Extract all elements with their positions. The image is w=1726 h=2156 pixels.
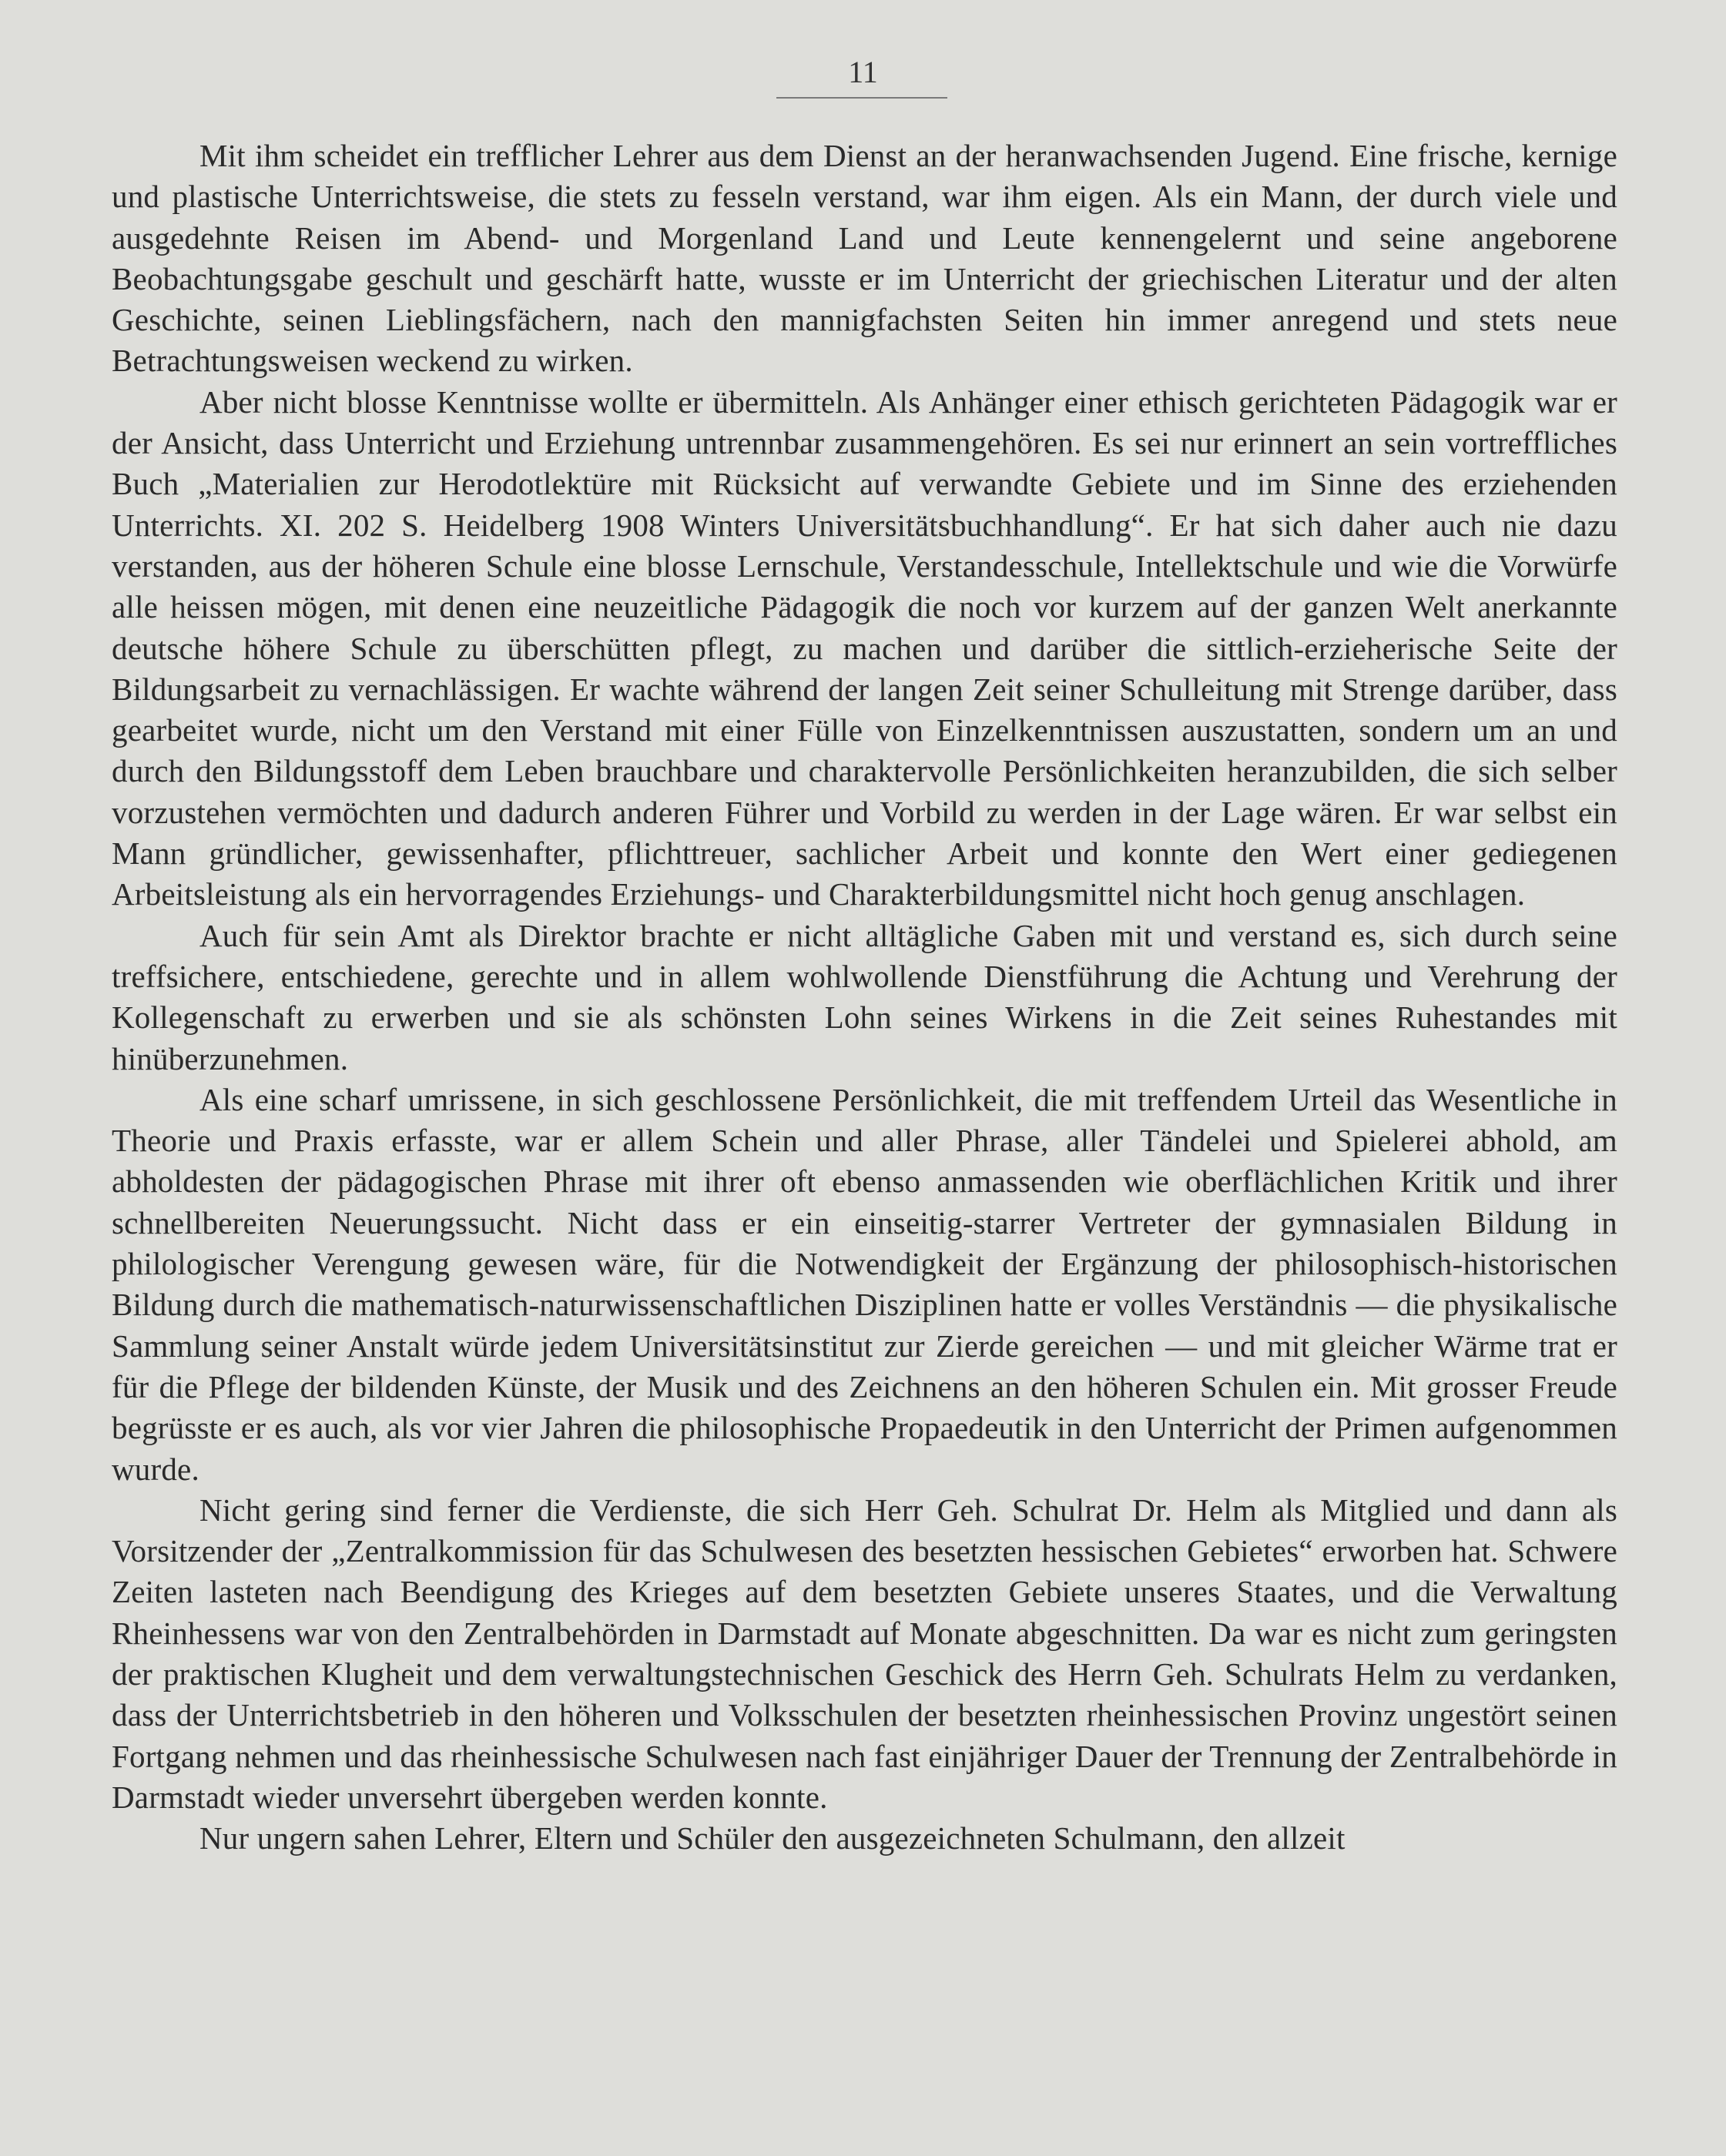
paragraph-2: Aber nicht blosse Kenntnisse wollte er übermitteln. Als Anhänger einer ethisch gerichteten Pädagogik war er der Ansicht, dass Unterricht und Erziehung untrennbar zusammengehören. Es sei nur erinnert an sein vortreffliches Buch „Materialien zur Herodotlektüre mit Rücksicht auf verwandte Gebiete und im Sinne des erziehenden Unterrichts. XI. 202 S. Heidelberg 1908 Winters Universitätsbuchhandlung“. Er hat sich daher auch nie dazu verstanden, aus der höheren Schule eine blosse Lernschule, Verstandesschule, Intellektschule und wie die Vorwürfe alle heissen mögen, mit denen eine neuzeitliche Pädagogik die noch vor kurzem auf der ganzen Welt anerkannte deutsche höhere Schule zu überschütten pflegt, zu machen und darüber die sittlich-erzieherische Seite der Bildungsarbeit zu vernachlässigen. Er wachte während der langen Zeit seiner Schulleitung mit Strenge darüber, dass gearbeitet wurde, nicht um den Verstand mit einer Fülle von Einzelkenntnissen auszustatten, sondern um an und durch den Bildungsstoff dem Leben brauchbare und charaktervolle Persönlichkeiten heranzubilden, die sich selber vorzustehen vermöchten und dadurch anderen Führer und Vorbild zu werden in der Lage wären. Er war selbst ein Mann gründlicher, gewissenhafter, pflichttreuer, sachlicher Arbeit und konnte den Wert einer gediegenen Arbeitsleistung als ein hervorragendes Erziehungs- und Charakterbildungsmittel nicht hoch genug anschlagen. [112, 383, 1617, 912]
paragraph-4: Als eine scharf umrissene, in sich geschlossene Persönlichkeit, die mit treffendem Urteil das Wesentliche in Theorie und Praxis erfasste, war er allem Schein und aller Phrase, aller Tändelei und Spielerei abhold, am abholdesten der pädagogischen Phrase mit ihrer oft ebenso anmassenden wie oberflächlichen Kritik und ihrer schnellbereiten Neuerungssucht. Nicht dass er ein einseitig-starrer Vertreter der gymnasialen Bildung in philologischer Verengung gewesen wäre, für die Notwendigkeit der Ergänzung der philosophisch-historischen Bildung durch die mathematisch-naturwissenschaftlichen Disziplinen hatte er volles Verständnis — die physikalische Sammlung seiner Anstalt würde jedem Universitätsinstitut zur Zierde gereichen — und mit gleicher Wärme trat er für die Pflege der bildenden Künste, der Musik und des Zeichnens an den höheren Schulen ein. Mit grosser Freude begrüsste er es auch, als vor vier Jahren die philosophische Propaedeutik in den Unterricht der Primen aufgenommen wurde. [112, 1081, 1617, 1487]
page-number-rule [776, 97, 947, 99]
page-number: 11 [848, 55, 878, 89]
paragraph-3: Auch für sein Amt als Direktor brachte er nicht alltägliche Gaben mit und verstand es, sich durch seine treffsichere, entschiedene, gerechte und in allem wohlwollende Dienstführung die Achtung und Verehrung der Kollegenschaft zu erwerben und sie als schönsten Lohn seines Wirkens in die Zeit seines Ruhestandes mit hinüberzunehmen. [112, 917, 1617, 1076]
paragraph-1: Mit ihm scheidet ein trefflicher Lehrer aus dem Dienst an der heranwachsenden Jugend. Eine frische, kernige und plastische Unterrichtsweise, die stets zu fesseln verstand, war ihm eigen. Als ein Mann, der durch viele und ausgedehnte Reisen im Abend- und Morgenland Land und Leute kennengelernt und seine angeborene Beobachtungsgabe geschult und geschärft hatte, wusste er im Unterricht der griechischen Literatur und der alten Geschichte, seinen Lieblingsfächern, nach den mannigfachsten Seiten hin immer anregend und stets neue Betrachtungsweisen weckend zu wirken. [112, 138, 1617, 379]
paragraph-6: Nur ungern sahen Lehrer, Eltern und Schüler den ausgezeichneten Schulmann, den allzeit [199, 1820, 1346, 1856]
text-body [112, 136, 1617, 1859]
paragraph-5: Nicht gering sind ferner die Verdienste, die sich Herr Geh. Schulrat Dr. Helm als Mitglied und dann als Vorsitzender der „Zentralkommission für das Schulwesen des besetzten hessischen Gebietes“ erworben hat. Schwere Zeiten lasteten nach Beendigung des Krieges auf dem besetzten Gebiete unseres Staates, und die Verwaltung Rheinhessens war von den Zentralbehörden in Darmstadt auf Monate abgeschnitten. Da war es nicht zum geringsten der praktischen Klugheit und dem verwaltungstechnischen Geschick des Herrn Geh. Schulrats Helm zu verdanken, dass der Unterrichtsbetrieb in den höheren und Volksschulen der besetzten rheinhessischen Provinz ungestört seinen Fortgang nehmen und das rheinhessische Schulwesen nach fast einjähriger Dauer der Trennung der Zentralbehörde in Darmstadt wieder unversehrt übergeben werden konnte. [112, 1491, 1617, 1815]
